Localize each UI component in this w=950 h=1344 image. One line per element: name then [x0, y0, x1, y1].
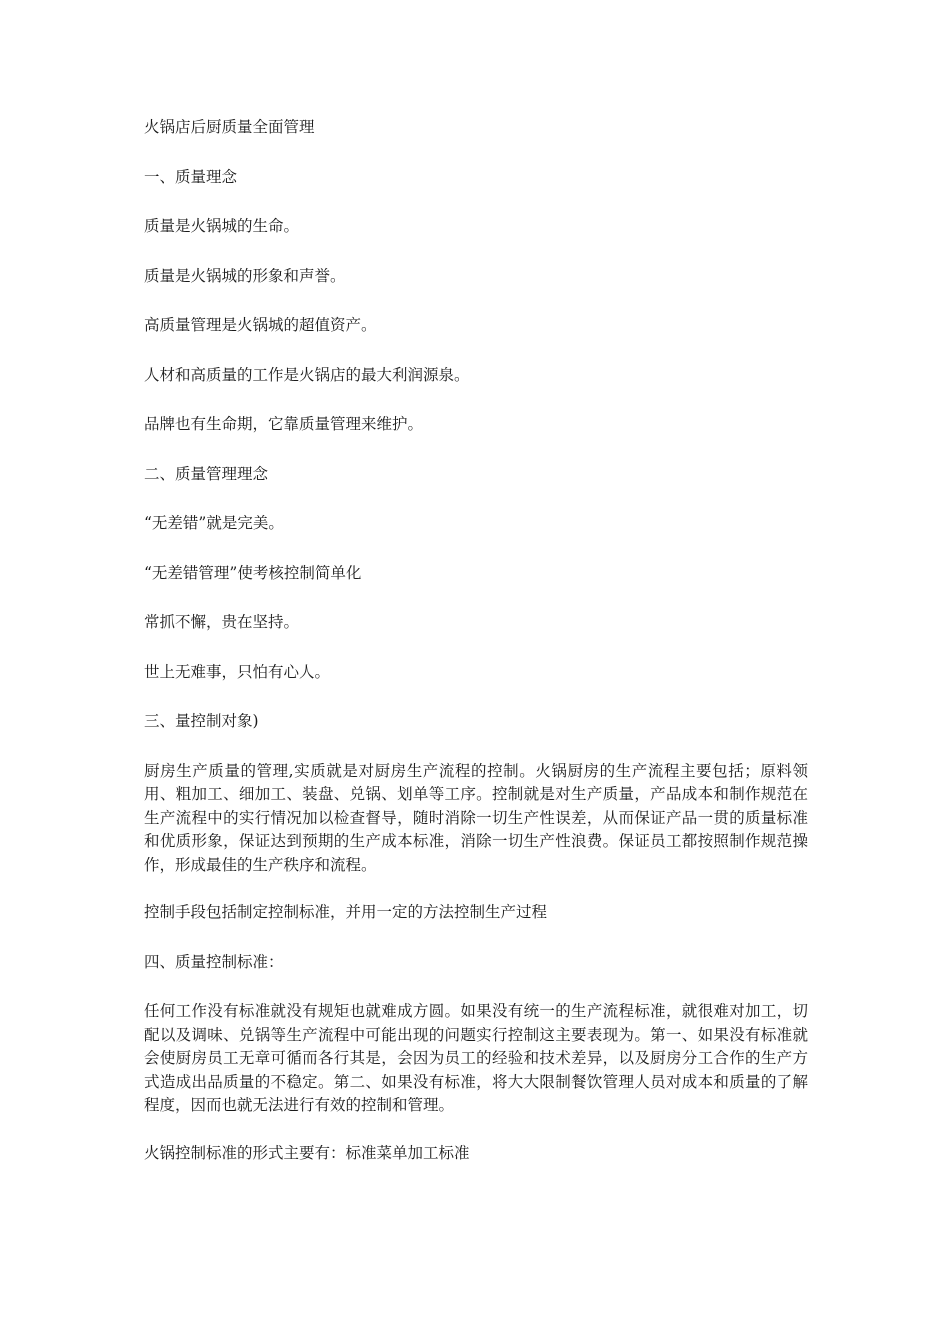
section1-line: 质量是火锅城的生命。	[144, 217, 300, 235]
section2-line: “无差错管理”使考核控制简单化	[144, 563, 362, 582]
section-heading-2: 二、质量管理理念	[144, 464, 269, 483]
section3-paragraph: 控制手段包括制定控制标准，并用一定的方法控制生产过程	[144, 903, 548, 921]
section4-paragraph: 火锅控制标准的形式主要有：标准菜单加工标准	[144, 1143, 470, 1162]
document-title: 火锅店后厨质量全面管理	[144, 118, 315, 136]
section3-paragraph: 厨房生产质量的管理,实质就是对厨房生产流程的控制。火锅厨房的生产流程主要包括；原料领用、粗加工、细加工、装盘、兑锅、划单等工序。控制就是对生产质量，产品成本和制作规范在生产流程中的实行情况加以检查督导，随时消除一切生产性误差，从而保证产品一贯的质量标准和优质形象，保证达到预期的生产成本标准，消除一切生产性浪费。保证员工都按照制作规范操作，形成最佳的生产秩序和流程。	[144, 761, 808, 874]
section1-line: 质量是火锅城的形象和声誉。	[144, 266, 346, 285]
section2-line: 世上无难事，只怕有心人。	[144, 662, 331, 681]
section-heading-1: 一、质量理念	[144, 167, 238, 186]
section1-line: 品牌也有生命期，它靠质量管理来维护。	[144, 415, 424, 433]
section-heading-3: 三、量控制对象)	[144, 712, 259, 730]
section-heading-4: 四、质量控制标准：	[144, 952, 284, 971]
section2-line: 常抓不懈，贵在坚持。	[144, 613, 300, 631]
section1-line: 人材和高质量的工作是火锅店的最大利润源泉。	[144, 365, 470, 384]
section4-paragraph: 任何工作没有标准就没有规矩也就难成方圆。如果没有统一的生产流程标准，就很难对加工，切配以及调味、兑锅等生产流程中可能出现的问题实行控制这主要表现为。第一、如果没有标准就会使厨房员工无章可循而各行其是，会因为员工的经验和技术差异，以及厨房分工合作的生产方式造成出品质量的不稳定。第二、如果没有标准，将大大限制餐饮管理人员对成本和质量的了解程度，因而也就无法进行有效的控制和管理。	[144, 1002, 808, 1114]
section2-line: “无差错”就是完美。	[144, 514, 284, 532]
section1-line: 高质量管理是火锅城的超值资产。	[144, 316, 377, 334]
document-page	[144, 116, 808, 1191]
